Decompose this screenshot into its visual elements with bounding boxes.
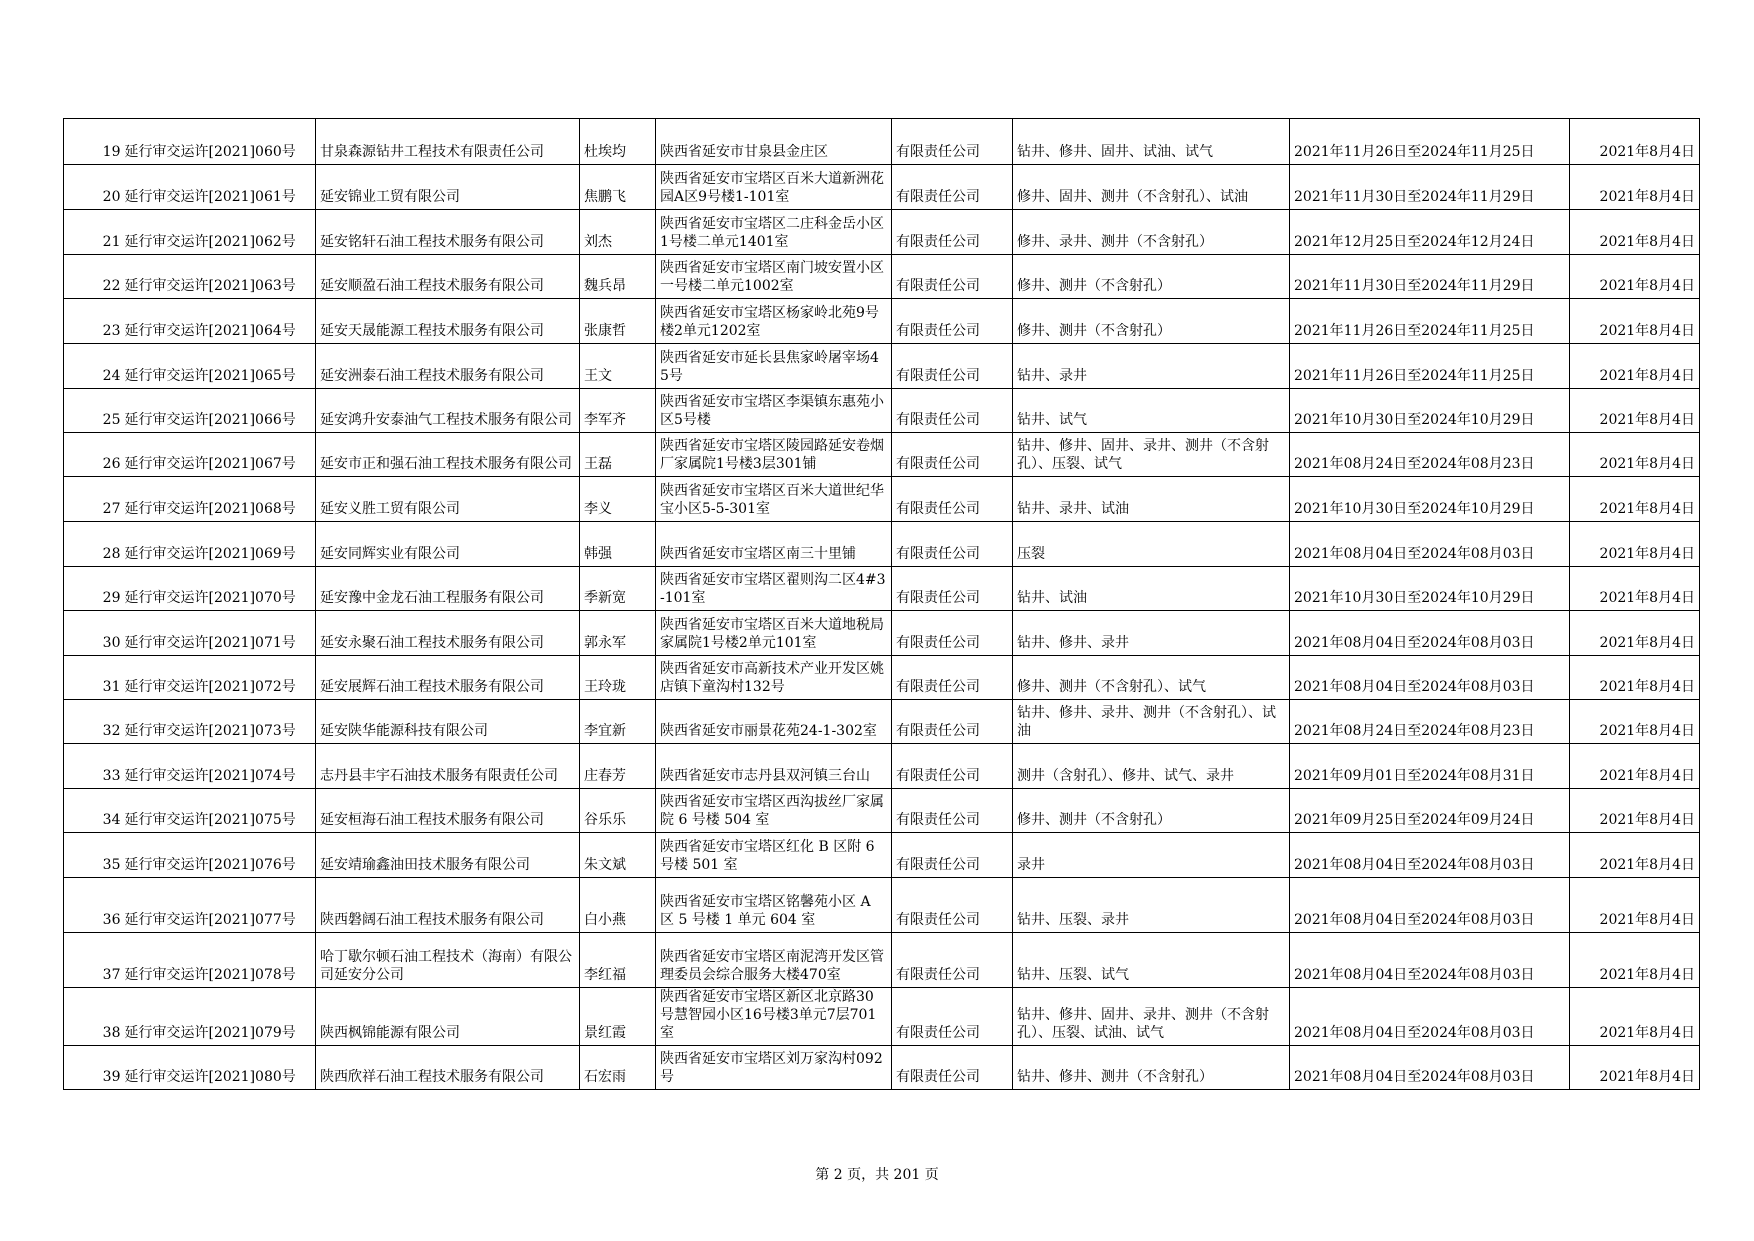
company-type-cell: 有限责任公司	[892, 700, 1013, 744]
row-number-cell: 23	[64, 299, 123, 344]
company-type-cell: 有限责任公司	[892, 988, 1013, 1046]
legal-representative-cell: 石宏雨	[580, 1046, 656, 1090]
permit-number-cell: 延行审交运许[2021]065号	[123, 344, 316, 389]
company-address-cell: 陕西省延安市宝塔区铭馨苑小区 A 区 5 号楼 1 单元 604 室	[656, 878, 892, 933]
issue-date-cell: 2021年8月4日	[1570, 522, 1700, 567]
table-row	[64, 744, 1700, 789]
company-name-cell: 延安陕华能源科技有限公司	[316, 700, 580, 744]
validity-period-cell: 2021年11月30日至2024年11月29日	[1290, 165, 1570, 210]
row-number-cell: 20	[64, 165, 123, 210]
permit-number-cell: 延行审交运许[2021]074号	[123, 744, 316, 789]
company-address-cell: 陕西省延安市宝塔区杨家岭北苑9号楼2单元1202室	[656, 299, 892, 344]
company-address-cell: 陕西省延安市甘泉县金庄区	[656, 119, 892, 165]
legal-representative-cell: 韩强	[580, 522, 656, 567]
permit-number-cell: 延行审交运许[2021]077号	[123, 878, 316, 933]
company-type-cell: 有限责任公司	[892, 299, 1013, 344]
issue-date-cell: 2021年8月4日	[1570, 878, 1700, 933]
permit-number-cell: 延行审交运许[2021]079号	[123, 988, 316, 1046]
permit-number-cell: 延行审交运许[2021]068号	[123, 477, 316, 522]
company-type-cell: 有限责任公司	[892, 389, 1013, 433]
validity-period-cell: 2021年08月04日至2024年08月03日	[1290, 878, 1570, 933]
table-row	[64, 210, 1700, 255]
company-address-cell: 陕西省延安市丽景花苑24-1-302室	[656, 700, 892, 744]
permit-number-cell: 延行审交运许[2021]078号	[123, 933, 316, 988]
business-scope-cell: 钻井、压裂、试气	[1013, 933, 1290, 988]
issue-date-cell: 2021年8月4日	[1570, 656, 1700, 700]
row-number-cell: 39	[64, 1046, 123, 1090]
legal-representative-cell: 刘杰	[580, 210, 656, 255]
business-scope-cell: 钻井、录井、试油	[1013, 477, 1290, 522]
validity-period-cell: 2021年08月04日至2024年08月03日	[1290, 988, 1570, 1046]
business-scope-cell: 钻井、修井、固井、试油、试气	[1013, 119, 1290, 165]
company-name-cell: 延安铭轩石油工程技术服务有限公司	[316, 210, 580, 255]
validity-period-cell: 2021年12月25日至2024年12月24日	[1290, 210, 1570, 255]
business-scope-cell: 钻井、试气	[1013, 389, 1290, 433]
row-number-cell: 35	[64, 833, 123, 878]
permit-number-cell: 延行审交运许[2021]067号	[123, 433, 316, 477]
validity-period-cell: 2021年11月26日至2024年11月25日	[1290, 119, 1570, 165]
company-name-cell: 延安顺盈石油工程技术服务有限公司	[316, 255, 580, 299]
row-number-cell: 36	[64, 878, 123, 933]
table-row	[64, 299, 1700, 344]
issue-date-cell: 2021年8月4日	[1570, 933, 1700, 988]
business-scope-cell: 录井	[1013, 833, 1290, 878]
issue-date-cell: 2021年8月4日	[1570, 744, 1700, 789]
company-address-cell: 陕西省延安市宝塔区百米大道新洲花园A区9号楼1-101室	[656, 165, 892, 210]
company-name-cell: 延安同辉实业有限公司	[316, 522, 580, 567]
validity-period-cell: 2021年09月01日至2024年08月31日	[1290, 744, 1570, 789]
business-scope-cell: 钻井、修井、固井、录井、测井（不含射孔）、压裂、试油、试气	[1013, 988, 1290, 1046]
row-number-cell: 29	[64, 567, 123, 611]
validity-period-cell: 2021年08月04日至2024年08月03日	[1290, 833, 1570, 878]
permit-number-cell: 延行审交运许[2021]076号	[123, 833, 316, 878]
validity-period-cell: 2021年08月04日至2024年08月03日	[1290, 522, 1570, 567]
company-address-cell: 陕西省延安市宝塔区李渠镇东惠苑小区5号楼	[656, 389, 892, 433]
issue-date-cell: 2021年8月4日	[1570, 165, 1700, 210]
company-address-cell: 陕西省延安市宝塔区二庄科金岳小区1号楼二单元1401室	[656, 210, 892, 255]
validity-period-cell: 2021年08月04日至2024年08月03日	[1290, 611, 1570, 656]
validity-period-cell: 2021年11月26日至2024年11月25日	[1290, 299, 1570, 344]
table-row	[64, 344, 1700, 389]
validity-period-cell: 2021年11月30日至2024年11月29日	[1290, 255, 1570, 299]
validity-period-cell: 2021年09月25日至2024年09月24日	[1290, 789, 1570, 833]
legal-representative-cell: 李军齐	[580, 389, 656, 433]
business-scope-cell: 钻井、录井	[1013, 344, 1290, 389]
company-address-cell: 陕西省延安市宝塔区百米大道地税局家属院1号楼2单元101室	[656, 611, 892, 656]
row-number-cell: 33	[64, 744, 123, 789]
business-scope-cell: 钻井、修井、测井（不含射孔）	[1013, 1046, 1290, 1090]
table-row	[64, 878, 1700, 933]
issue-date-cell: 2021年8月4日	[1570, 344, 1700, 389]
permit-number-cell: 延行审交运许[2021]061号	[123, 165, 316, 210]
issue-date-cell: 2021年8月4日	[1570, 119, 1700, 165]
permit-number-cell: 延行审交运许[2021]071号	[123, 611, 316, 656]
table-row	[64, 611, 1700, 656]
company-type-cell: 有限责任公司	[892, 933, 1013, 988]
company-name-cell: 延安桓海石油工程技术服务有限公司	[316, 789, 580, 833]
row-number-cell: 19	[64, 119, 123, 165]
permit-number-cell: 延行审交运许[2021]073号	[123, 700, 316, 744]
legal-representative-cell: 魏兵昂	[580, 255, 656, 299]
business-scope-cell: 修井、测井（不含射孔）	[1013, 789, 1290, 833]
company-name-cell: 延安鸿升安泰油气工程技术服务有限公司	[316, 389, 580, 433]
issue-date-cell: 2021年8月4日	[1570, 611, 1700, 656]
permit-number-cell: 延行审交运许[2021]070号	[123, 567, 316, 611]
company-name-cell: 延安洲泰石油工程技术服务有限公司	[316, 344, 580, 389]
table-row	[64, 988, 1700, 1046]
business-scope-cell: 修井、测井（不含射孔）	[1013, 255, 1290, 299]
issue-date-cell: 2021年8月4日	[1570, 567, 1700, 611]
legal-representative-cell: 李宜新	[580, 700, 656, 744]
legal-representative-cell: 朱文斌	[580, 833, 656, 878]
company-address-cell: 陕西省延安市宝塔区南门坡安置小区一号楼二单元1002室	[656, 255, 892, 299]
table-row	[64, 477, 1700, 522]
company-type-cell: 有限责任公司	[892, 477, 1013, 522]
legal-representative-cell: 李义	[580, 477, 656, 522]
company-address-cell: 陕西省延安市延长县焦家岭屠宰场45号	[656, 344, 892, 389]
company-type-cell: 有限责任公司	[892, 522, 1013, 567]
issue-date-cell: 2021年8月4日	[1570, 700, 1700, 744]
table-row	[64, 656, 1700, 700]
company-name-cell: 陕西磐阔石油工程技术服务有限公司	[316, 878, 580, 933]
issue-date-cell: 2021年8月4日	[1570, 389, 1700, 433]
table-row	[64, 119, 1700, 165]
business-scope-cell: 钻井、修井、录井	[1013, 611, 1290, 656]
business-scope-cell: 钻井、修井、录井、测井（不含射孔）、试油	[1013, 700, 1290, 744]
permit-number-cell: 延行审交运许[2021]069号	[123, 522, 316, 567]
table-row	[64, 433, 1700, 477]
company-address-cell: 陕西省延安市宝塔区红化 B 区附 6 号楼 501 室	[656, 833, 892, 878]
table-row	[64, 1046, 1700, 1090]
legal-representative-cell: 景红霞	[580, 988, 656, 1046]
row-number-cell: 34	[64, 789, 123, 833]
row-number-cell: 27	[64, 477, 123, 522]
validity-period-cell: 2021年08月24日至2024年08月23日	[1290, 700, 1570, 744]
row-number-cell: 22	[64, 255, 123, 299]
issue-date-cell: 2021年8月4日	[1570, 210, 1700, 255]
company-name-cell: 延安市正和强石油工程技术服务有限公司	[316, 433, 580, 477]
business-scope-cell: 钻井、修井、固井、录井、测井（不含射孔）、压裂、试气	[1013, 433, 1290, 477]
company-type-cell: 有限责任公司	[892, 119, 1013, 165]
business-scope-cell: 修井、测井（不含射孔）、试气	[1013, 656, 1290, 700]
row-number-cell: 28	[64, 522, 123, 567]
company-address-cell: 陕西省延安市宝塔区翟则沟二区4#3-101室	[656, 567, 892, 611]
table-row	[64, 833, 1700, 878]
issue-date-cell: 2021年8月4日	[1570, 433, 1700, 477]
permit-number-cell: 延行审交运许[2021]075号	[123, 789, 316, 833]
row-number-cell: 21	[64, 210, 123, 255]
company-type-cell: 有限责任公司	[892, 255, 1013, 299]
company-type-cell: 有限责任公司	[892, 789, 1013, 833]
table-row	[64, 700, 1700, 744]
legal-representative-cell: 谷乐乐	[580, 789, 656, 833]
company-address-cell: 陕西省延安市高新技术产业开发区姚店镇下童沟村132号	[656, 656, 892, 700]
company-address-cell: 陕西省延安市志丹县双河镇三台山	[656, 744, 892, 789]
company-name-cell: 延安永聚石油工程技术服务有限公司	[316, 611, 580, 656]
company-type-cell: 有限责任公司	[892, 656, 1013, 700]
company-name-cell: 陕西欣祥石油工程技术服务有限公司	[316, 1046, 580, 1090]
permit-number-cell: 延行审交运许[2021]063号	[123, 255, 316, 299]
table-row	[64, 933, 1700, 988]
legal-representative-cell: 王玲珑	[580, 656, 656, 700]
row-number-cell: 32	[64, 700, 123, 744]
permit-number-cell: 延行审交运许[2021]062号	[123, 210, 316, 255]
validity-period-cell: 2021年10月30日至2024年10月29日	[1290, 389, 1570, 433]
table-row	[64, 522, 1700, 567]
validity-period-cell: 2021年10月30日至2024年10月29日	[1290, 567, 1570, 611]
company-type-cell: 有限责任公司	[892, 210, 1013, 255]
company-name-cell: 延安靖瑜鑫油田技术服务有限公司	[316, 833, 580, 878]
legal-representative-cell: 郭永军	[580, 611, 656, 656]
issue-date-cell: 2021年8月4日	[1570, 477, 1700, 522]
issue-date-cell: 2021年8月4日	[1570, 255, 1700, 299]
issue-date-cell: 2021年8月4日	[1570, 988, 1700, 1046]
business-scope-cell: 钻井、压裂、录井	[1013, 878, 1290, 933]
company-address-cell: 陕西省延安市宝塔区新区北京路30号慧智园小区16号楼3单元7层701室	[656, 988, 892, 1046]
validity-period-cell: 2021年08月04日至2024年08月03日	[1290, 656, 1570, 700]
row-number-cell: 24	[64, 344, 123, 389]
issue-date-cell: 2021年8月4日	[1570, 1046, 1700, 1090]
validity-period-cell: 2021年08月04日至2024年08月03日	[1290, 1046, 1570, 1090]
table-row	[64, 165, 1700, 210]
permit-number-cell: 延行审交运许[2021]064号	[123, 299, 316, 344]
permit-number-cell: 延行审交运许[2021]060号	[123, 119, 316, 165]
company-type-cell: 有限责任公司	[892, 744, 1013, 789]
company-type-cell: 有限责任公司	[892, 165, 1013, 210]
company-type-cell: 有限责任公司	[892, 611, 1013, 656]
table-row	[64, 389, 1700, 433]
company-type-cell: 有限责任公司	[892, 433, 1013, 477]
row-number-cell: 25	[64, 389, 123, 433]
table-row	[64, 255, 1700, 299]
row-number-cell: 26	[64, 433, 123, 477]
license-table	[63, 118, 1700, 1090]
company-name-cell: 甘泉森源钻井工程技术有限责任公司	[316, 119, 580, 165]
page-footer: 第 2 页，共 201 页	[815, 1167, 939, 1183]
company-type-cell: 有限责任公司	[892, 1046, 1013, 1090]
legal-representative-cell: 白小燕	[580, 878, 656, 933]
company-type-cell: 有限责任公司	[892, 833, 1013, 878]
company-name-cell: 志丹县丰宇石油技术服务有限责任公司	[316, 744, 580, 789]
legal-representative-cell: 王文	[580, 344, 656, 389]
company-type-cell: 有限责任公司	[892, 344, 1013, 389]
validity-period-cell: 2021年08月24日至2024年08月23日	[1290, 433, 1570, 477]
company-name-cell: 延安豫中金龙石油工程服务有限公司	[316, 567, 580, 611]
legal-representative-cell: 庄春芳	[580, 744, 656, 789]
company-address-cell: 陕西省延安市宝塔区南三十里铺	[656, 522, 892, 567]
company-name-cell: 延安天晟能源工程技术服务有限公司	[316, 299, 580, 344]
company-address-cell: 陕西省延安市宝塔区西沟拔丝厂家属院 6 号楼 504 室	[656, 789, 892, 833]
table-row	[64, 567, 1700, 611]
business-scope-cell: 测井（含射孔）、修井、试气、录井	[1013, 744, 1290, 789]
row-number-cell: 31	[64, 656, 123, 700]
company-type-cell: 有限责任公司	[892, 878, 1013, 933]
company-name-cell: 陕西枫锦能源有限公司	[316, 988, 580, 1046]
business-scope-cell: 修井、固井、测井（不含射孔）、试油	[1013, 165, 1290, 210]
business-scope-cell: 修井、测井（不含射孔）	[1013, 299, 1290, 344]
company-address-cell: 陕西省延安市宝塔区陵园路延安卷烟厂家属院1号楼3层301铺	[656, 433, 892, 477]
permit-number-cell: 延行审交运许[2021]072号	[123, 656, 316, 700]
business-scope-cell: 钻井、试油	[1013, 567, 1290, 611]
row-number-cell: 38	[64, 988, 123, 1046]
legal-representative-cell: 李红福	[580, 933, 656, 988]
company-address-cell: 陕西省延安市宝塔区刘万家沟村092号	[656, 1046, 892, 1090]
validity-period-cell: 2021年11月26日至2024年11月25日	[1290, 344, 1570, 389]
validity-period-cell: 2021年08月04日至2024年08月03日	[1290, 933, 1570, 988]
legal-representative-cell: 张康哲	[580, 299, 656, 344]
permit-number-cell: 延行审交运许[2021]066号	[123, 389, 316, 433]
business-scope-cell: 修井、录井、测井（不含射孔）	[1013, 210, 1290, 255]
legal-representative-cell: 王磊	[580, 433, 656, 477]
company-type-cell: 有限责任公司	[892, 567, 1013, 611]
issue-date-cell: 2021年8月4日	[1570, 833, 1700, 878]
legal-representative-cell: 季新宽	[580, 567, 656, 611]
legal-representative-cell: 杜埃均	[580, 119, 656, 165]
legal-representative-cell: 焦鹏飞	[580, 165, 656, 210]
company-address-cell: 陕西省延安市宝塔区百米大道世纪华宝小区5-5-301室	[656, 477, 892, 522]
company-name-cell: 延安锦业工贸有限公司	[316, 165, 580, 210]
row-number-cell: 37	[64, 933, 123, 988]
validity-period-cell: 2021年10月30日至2024年10月29日	[1290, 477, 1570, 522]
company-name-cell: 延安展辉石油工程技术服务有限公司	[316, 656, 580, 700]
table-row	[64, 789, 1700, 833]
company-name-cell: 哈丁歇尔顿石油工程技术（海南）有限公司延安分公司	[316, 933, 580, 988]
permit-number-cell: 延行审交运许[2021]080号	[123, 1046, 316, 1090]
company-address-cell: 陕西省延安市宝塔区南泥湾开发区管理委员会综合服务大楼470室	[656, 933, 892, 988]
company-name-cell: 延安义胜工贸有限公司	[316, 477, 580, 522]
row-number-cell: 30	[64, 611, 123, 656]
business-scope-cell: 压裂	[1013, 522, 1290, 567]
issue-date-cell: 2021年8月4日	[1570, 789, 1700, 833]
issue-date-cell: 2021年8月4日	[1570, 299, 1700, 344]
